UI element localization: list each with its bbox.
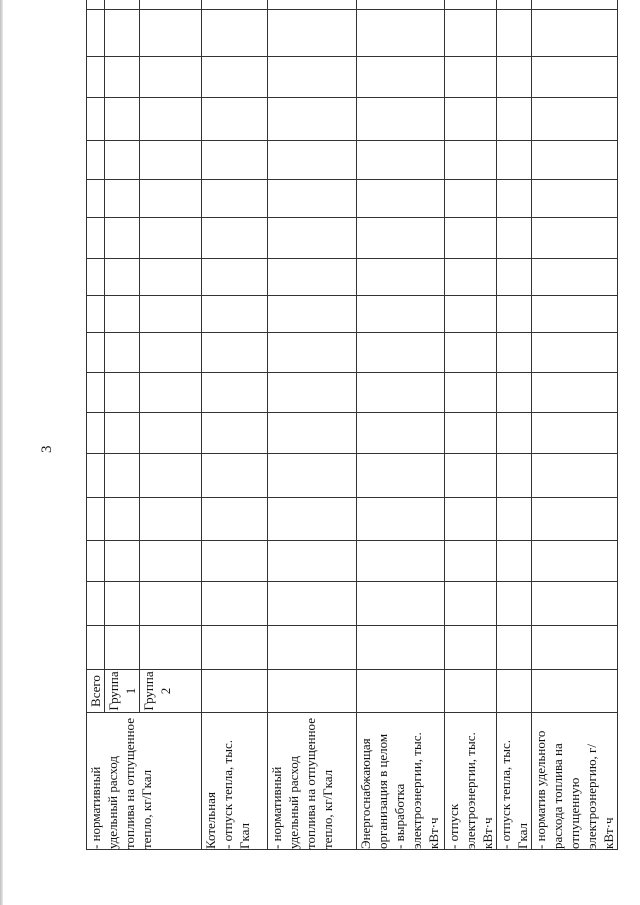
table-cell bbox=[497, 373, 532, 413]
table-cell bbox=[445, 582, 497, 626]
table-cell bbox=[445, 0, 497, 10]
table-cell bbox=[445, 180, 497, 218]
table-cell bbox=[105, 626, 140, 670]
group-1-label: Группа 1 bbox=[106, 671, 138, 711]
table-cell bbox=[87, 498, 105, 541]
table-cell bbox=[105, 57, 140, 98]
table-cell bbox=[202, 582, 268, 626]
table-cell bbox=[105, 10, 140, 57]
table-cell bbox=[357, 10, 445, 57]
table-cell bbox=[202, 454, 268, 498]
table-cell bbox=[140, 98, 202, 141]
table-cell bbox=[497, 333, 532, 373]
table-cell bbox=[532, 57, 618, 98]
table-cell bbox=[357, 259, 445, 296]
table-cell bbox=[268, 454, 357, 498]
table-cell bbox=[140, 373, 202, 413]
table-cell bbox=[497, 98, 532, 141]
row-label-text: Энергоснабжающая организация в целом - выработка электроэнергии, тыс. кВт·ч bbox=[358, 732, 441, 849]
table-cell bbox=[268, 259, 357, 296]
table-cell bbox=[87, 218, 105, 259]
table-cell bbox=[445, 259, 497, 296]
table-cell bbox=[140, 57, 202, 98]
table-cell bbox=[140, 259, 202, 296]
table-cell bbox=[87, 0, 105, 10]
table-cell bbox=[87, 582, 105, 626]
table-cell bbox=[357, 57, 445, 98]
row-label-boiler-heat-output bbox=[202, 713, 268, 850]
table-cell bbox=[532, 0, 618, 10]
table-cell bbox=[140, 296, 202, 333]
table-cell bbox=[140, 541, 202, 582]
table-cell bbox=[497, 141, 532, 180]
table-cell bbox=[532, 141, 618, 180]
table-cell bbox=[140, 498, 202, 541]
table-cell bbox=[532, 296, 618, 333]
table-cell bbox=[445, 333, 497, 373]
table-cell bbox=[105, 582, 140, 626]
table-cell bbox=[140, 141, 202, 180]
table-cell bbox=[497, 0, 532, 10]
table-cell bbox=[445, 670, 497, 713]
table-cell bbox=[497, 259, 532, 296]
table-cell bbox=[105, 141, 140, 180]
row-label-fuel-norm-heat: - нормативный удельный расход топлива на отпущенное тепло, кг/Гкал bbox=[87, 713, 202, 850]
table-cell bbox=[532, 373, 618, 413]
table-cell bbox=[268, 413, 357, 454]
table-cell bbox=[105, 296, 140, 333]
table-cell bbox=[268, 333, 357, 373]
table-cell bbox=[445, 454, 497, 498]
table-cell bbox=[202, 373, 268, 413]
table-cell bbox=[497, 541, 532, 582]
table-cell bbox=[202, 498, 268, 541]
table-cell bbox=[105, 454, 140, 498]
table-cell bbox=[105, 0, 140, 10]
row-label-text: Котельная - отпуск тепла, тыс. Гкал bbox=[203, 740, 252, 849]
table-cell bbox=[202, 57, 268, 98]
table-cell bbox=[140, 218, 202, 259]
table-cell bbox=[87, 259, 105, 296]
table-cell bbox=[87, 57, 105, 98]
table-cell bbox=[140, 10, 202, 57]
table-cell bbox=[532, 218, 618, 259]
table-cell bbox=[445, 98, 497, 141]
table-cell bbox=[87, 413, 105, 454]
table-cell bbox=[532, 626, 618, 670]
table-cell bbox=[268, 541, 357, 582]
table-cell bbox=[87, 333, 105, 373]
table-cell bbox=[105, 180, 140, 218]
table-cell bbox=[445, 10, 497, 57]
table-cell bbox=[497, 670, 532, 713]
table-cell bbox=[140, 0, 202, 10]
table-cell bbox=[497, 454, 532, 498]
table-cell bbox=[497, 218, 532, 259]
table-cell bbox=[497, 582, 532, 626]
table-cell bbox=[532, 582, 618, 626]
table-cell bbox=[202, 141, 268, 180]
table-cell bbox=[268, 0, 357, 10]
table-cell bbox=[357, 98, 445, 141]
table-cell bbox=[445, 218, 497, 259]
table-cell bbox=[202, 296, 268, 333]
table-cell bbox=[357, 296, 445, 333]
table-cell bbox=[268, 141, 357, 180]
table-cell bbox=[268, 582, 357, 626]
table-cell bbox=[202, 333, 268, 373]
table-cell bbox=[497, 498, 532, 541]
table-cell bbox=[268, 98, 357, 141]
table-cell bbox=[532, 180, 618, 218]
table-cell bbox=[87, 296, 105, 333]
table-cell bbox=[445, 296, 497, 333]
table-cell bbox=[532, 259, 618, 296]
row-label-power-fuel-norm: - норматив удельного расхода топлива на отпущенную электроэнергию, г/кВт·ч bbox=[532, 713, 618, 850]
table-cell bbox=[202, 98, 268, 141]
rotated-table-wrapper bbox=[86, 5, 616, 850]
table-cell bbox=[105, 413, 140, 454]
table-cell bbox=[87, 141, 105, 180]
table-cell bbox=[497, 296, 532, 333]
table-cell bbox=[140, 626, 202, 670]
table-cell bbox=[497, 10, 532, 57]
table-cell bbox=[87, 541, 105, 582]
table-cell bbox=[268, 57, 357, 98]
table-cell bbox=[87, 98, 105, 141]
row-label-org-heat-output: - отпуск тепла, тыс. Гкал bbox=[497, 713, 532, 850]
table-cell bbox=[532, 413, 618, 454]
table-cell bbox=[445, 373, 497, 413]
table-cell bbox=[140, 180, 202, 218]
table-cell bbox=[105, 373, 140, 413]
table-cell bbox=[357, 626, 445, 670]
table-cell bbox=[140, 454, 202, 498]
table-cell bbox=[357, 498, 445, 541]
table-cell bbox=[357, 373, 445, 413]
table-cell bbox=[532, 498, 618, 541]
table-cell bbox=[105, 218, 140, 259]
table-cell bbox=[202, 259, 268, 296]
table-cell bbox=[357, 333, 445, 373]
table-cell bbox=[268, 670, 357, 713]
row-label-org-power-generation bbox=[357, 713, 445, 850]
table-cell bbox=[268, 626, 357, 670]
table-cell bbox=[532, 670, 618, 713]
table-cell bbox=[532, 333, 618, 373]
data-table bbox=[86, 0, 618, 850]
table-cell bbox=[497, 413, 532, 454]
table-cell bbox=[532, 10, 618, 57]
table-cell bbox=[357, 180, 445, 218]
table-cell bbox=[87, 626, 105, 670]
row-label-power-output: - отпуск электроэнергии, тыс. кВт·ч bbox=[445, 713, 497, 850]
table-cell bbox=[202, 670, 268, 713]
table-cell bbox=[140, 582, 202, 626]
table-cell bbox=[202, 626, 268, 670]
table-cell bbox=[532, 454, 618, 498]
table-cell bbox=[105, 541, 140, 582]
table-cell bbox=[268, 373, 357, 413]
table-cell bbox=[497, 180, 532, 218]
table-cell bbox=[268, 180, 357, 218]
table-cell bbox=[105, 498, 140, 541]
table-cell bbox=[357, 582, 445, 626]
table-cell bbox=[268, 10, 357, 57]
table-cell bbox=[87, 373, 105, 413]
table-cell bbox=[357, 0, 445, 10]
table-cell bbox=[532, 541, 618, 582]
table-cell bbox=[268, 498, 357, 541]
table-cell bbox=[87, 10, 105, 57]
table-cell bbox=[202, 413, 268, 454]
table-cell bbox=[357, 541, 445, 582]
table-cell bbox=[202, 0, 268, 10]
table-cell bbox=[105, 98, 140, 141]
table-cell bbox=[105, 333, 140, 373]
table-cell bbox=[357, 454, 445, 498]
table-cell bbox=[202, 10, 268, 57]
table-cell bbox=[202, 180, 268, 218]
table-cell bbox=[202, 218, 268, 259]
table-cell bbox=[445, 141, 497, 180]
table-cell bbox=[268, 218, 357, 259]
page-number: 3 bbox=[39, 445, 55, 453]
row-label-boiler-fuel-norm: - нормативный удельный расход топлива на отпущенное тепло, кг/Гкал bbox=[268, 713, 357, 850]
group-total-label: Всего bbox=[87, 670, 105, 713]
table-cell bbox=[445, 57, 497, 98]
group-2-label: Группа 2 bbox=[140, 670, 202, 713]
table-cell bbox=[497, 57, 532, 98]
table-cell bbox=[87, 180, 105, 218]
scan-edge bbox=[0, 0, 3, 905]
table-cell bbox=[445, 498, 497, 541]
table-cell bbox=[357, 670, 445, 713]
table-cell bbox=[105, 259, 140, 296]
table-cell bbox=[357, 141, 445, 180]
table-cell bbox=[445, 541, 497, 582]
table-cell bbox=[87, 454, 105, 498]
table-cell bbox=[140, 413, 202, 454]
table-cell bbox=[202, 541, 268, 582]
table-cell bbox=[357, 413, 445, 454]
table-cell bbox=[268, 296, 357, 333]
table-cell bbox=[497, 626, 532, 670]
table-cell bbox=[140, 333, 202, 373]
table-cell bbox=[445, 413, 497, 454]
table-cell bbox=[445, 626, 497, 670]
table-cell bbox=[532, 98, 618, 141]
table-cell bbox=[357, 218, 445, 259]
